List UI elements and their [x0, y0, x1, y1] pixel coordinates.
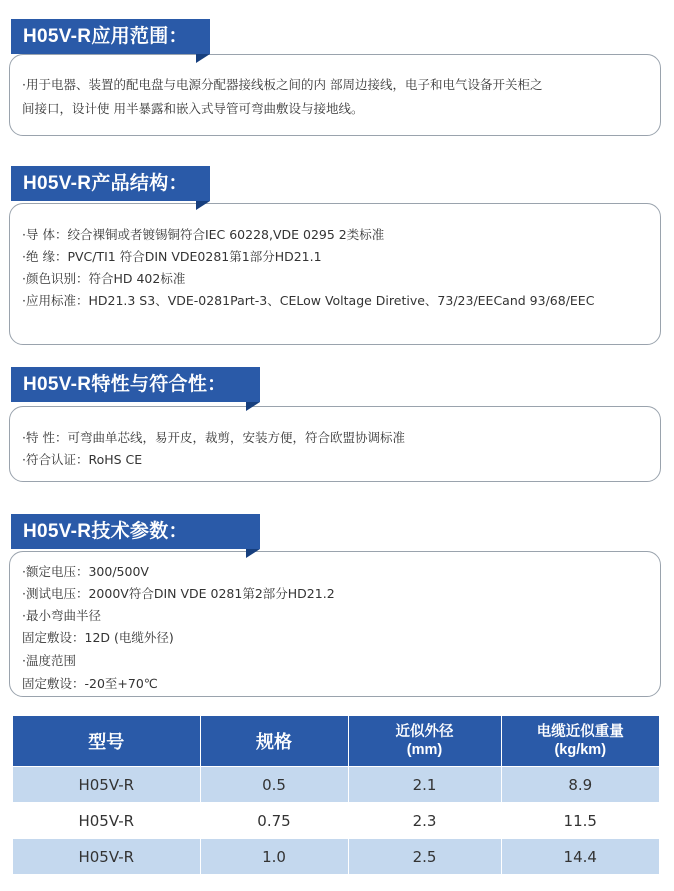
parameters-line-temp-fixed: 固定敷设：-20至+70℃ — [22, 676, 158, 691]
header-outer-diameter-unit: (mm) — [406, 742, 443, 758]
structure-title-notch — [196, 201, 210, 210]
structure-title: H05V-R产品结构： — [11, 166, 210, 201]
application-line-1: ·用于电器、装置的配电盘与电源分配器接线板之间的内 部周边接线，电子和电气设备开关柜之 — [22, 77, 543, 92]
cell-weight: 11.5 — [501, 803, 659, 839]
cell-model: H05V-R — [13, 803, 200, 839]
spec-table — [13, 716, 659, 875]
cell-weight: 8.9 — [501, 767, 659, 803]
features-line-property: ·特 性：可弯曲单芯线，易开皮，裁剪，安装方便，符合欧盟协调标准 — [22, 430, 405, 445]
cell-model: H05V-R — [13, 839, 200, 875]
parameters-line-bend-radius: ·最小弯曲半径 — [22, 608, 101, 623]
table-row — [13, 803, 659, 839]
cell-spec: 0.5 — [200, 767, 348, 803]
parameters-line-bend-fixed: 固定敷设：12D (电缆外径) — [22, 630, 174, 645]
header-model: 型号 — [13, 716, 200, 767]
table-header-row — [13, 716, 659, 767]
cell-diameter: 2.5 — [348, 839, 501, 875]
structure-line-standard: ·应用标准：HD21.3 S3、VDE-0281Part-3、CELow Voltage Diretive、73/23/EECand 93/68/EEC — [22, 293, 595, 308]
structure-line-conductor: ·导 体：绞合裸铜或者镀锡铜符合IEC 60228,VDE 0295 2类标准 — [22, 227, 385, 242]
structure-line-color: ·颜色识别：符合HD 402标准 — [22, 271, 186, 286]
header-weight-unit: (kg/km) — [554, 742, 607, 758]
parameters-title: H05V-R技术参数： — [11, 514, 260, 549]
header-spec: 规格 — [200, 716, 348, 767]
application-line-2: 间接口，设计使 用半暴露和嵌入式导管可弯曲敷设与接地线。 — [22, 101, 364, 116]
header-weight-label: 电缆近似重量 — [536, 724, 624, 740]
application-title: H05V-R应用范围： — [11, 19, 210, 54]
application-title-notch — [196, 54, 210, 63]
header-outer-diameter — [348, 716, 501, 767]
cell-spec: 0.75 — [200, 803, 348, 839]
parameters-line-temp-range: ·温度范围 — [22, 653, 76, 668]
table-row — [13, 767, 659, 803]
cell-diameter: 2.1 — [348, 767, 501, 803]
header-weight — [501, 716, 659, 767]
structure-line-insulation: ·绝 缘：PVC/TI1 符合DIN VDE0281第1部分HD21.1 — [22, 249, 322, 264]
parameters-line-test-voltage: ·测试电压：2000V符合DIN VDE 0281第2部分HD21.2 — [22, 586, 335, 601]
features-title-notch — [246, 402, 260, 411]
features-title: H05V-R特性与符合性： — [11, 367, 260, 402]
parameters-line-rated-voltage: ·额定电压：300/500V — [22, 564, 149, 579]
cell-model: H05V-R — [13, 767, 200, 803]
header-outer-diameter-label: 近似外径 — [395, 724, 454, 740]
cell-diameter: 2.3 — [348, 803, 501, 839]
cell-spec: 1.0 — [200, 839, 348, 875]
parameters-title-notch — [246, 549, 260, 558]
application-box — [9, 54, 661, 136]
cell-weight: 14.4 — [501, 839, 659, 875]
table-row — [13, 839, 659, 875]
features-line-certification: ·符合认证：RoHS CE — [22, 452, 143, 467]
